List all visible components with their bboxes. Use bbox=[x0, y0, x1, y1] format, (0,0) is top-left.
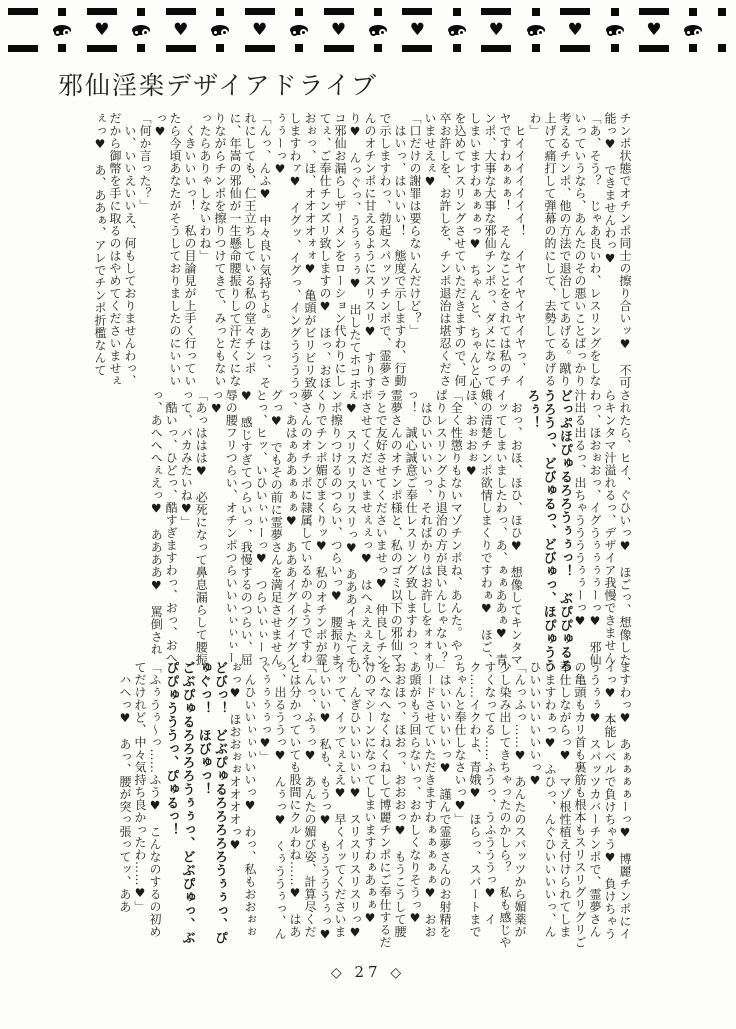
text-paragraph: ハヘっ♥ あっ、腰が突っ張ってッ、ああ bbox=[118, 661, 132, 913]
border-dot bbox=[374, 44, 382, 52]
text-block-top bbox=[90, 112, 632, 396]
border-dot bbox=[58, 44, 66, 52]
border-unit-heart bbox=[481, 8, 511, 52]
border-unit-heart bbox=[245, 8, 275, 52]
border-dot bbox=[453, 44, 461, 52]
border-unit-heart bbox=[324, 8, 354, 52]
border-dot bbox=[611, 44, 619, 52]
border-dot bbox=[611, 8, 619, 16]
yinyang-icon bbox=[684, 25, 702, 35]
text-paragraph: 「口だけの謝罪は要らないんだけど？」 bbox=[408, 112, 422, 337]
page-footer bbox=[0, 963, 736, 981]
border-unit-yinyang bbox=[527, 8, 545, 52]
text-paragraph: 「全く性懲りもないマゾチンポね、あんた。やっぱりレスリングより退治の方が良いんじゃない？」 bbox=[434, 389, 464, 677]
heart-icon: ♥ bbox=[646, 19, 662, 40]
page-number: 27 bbox=[354, 963, 382, 981]
page-title: 邪仙淫楽デザイアドライブ bbox=[58, 71, 379, 100]
border-bar bbox=[481, 45, 511, 52]
border-bar bbox=[245, 8, 275, 15]
yinyang-icon bbox=[527, 25, 545, 35]
right-diamond-ornament: ◇ bbox=[390, 965, 406, 981]
border-bar bbox=[87, 8, 117, 15]
text-paragraph: 「あっははは♥ 必死になって鼻息漏らして腰振って、バカみたいね♥」 bbox=[179, 389, 209, 666]
text-paragraph: くきいいいっ！ 私の目論見が上手く行っていたら今頃あなたがそうしておりましたのにいいいっ♥ bbox=[153, 112, 197, 387]
border-bar bbox=[560, 45, 590, 52]
border-dot bbox=[689, 8, 697, 16]
border-unit-heart bbox=[639, 8, 669, 52]
text-paragraph: 「あ、そう？ じゃあ良いわ、レスリングをしないっていうなら、あんたのその悪いことばっかり考えるチンポ、他の方法で退治してあげる。蹴り上げて痛打して弾幕の的にして、去勢してあげるわ」 bbox=[528, 112, 602, 387]
text-paragraph: チンポ状態でオチンポ同士の擦り合いッ♥ 不可能っ♥ できませんわっ♥ bbox=[603, 112, 632, 389]
border-bar bbox=[324, 45, 354, 52]
heart-icon: ♥ bbox=[252, 19, 268, 40]
border-dot bbox=[295, 8, 303, 16]
text-paragraph: されたら、ヒイ、ぐひいっ♥ ほごっ、想像したらキンタマ汁溢れるっ、デザイア我慢できませんわっ、ほおぉおっ、イグうぅぅぅぅーっ♥ 邪仙汁出る出るっ、出ちゃううううぅぅーっ♥ bbox=[573, 389, 632, 666]
border-unit-yinyang bbox=[53, 8, 71, 52]
decorative-top-border bbox=[8, 8, 726, 54]
border-unit-yinyang bbox=[211, 8, 229, 52]
border-dot bbox=[453, 8, 461, 16]
yinyang-icon bbox=[448, 25, 466, 35]
border-bar bbox=[166, 45, 196, 52]
border-unit-cap-dots bbox=[718, 8, 726, 52]
border-dot bbox=[532, 44, 540, 52]
text-paragraph: はいっ、はいいい！ 態度で示しますわ、行動で示しますわっ、勃起スパッツチンポで、霊夢さんのオチンポに甘えるようにスリスリ♥ すりすり♥ んっぐっ、ううぅぅぅ♥ 出したてホコホコ邪仙お漏らしザーメンをローション代わりにしてぇ、ご奉仕チンズリ致しますの♥ ほっ、おほおぉっ、ほ、オオオオォォ♥ 亀頭がビリビリ致しますわァ♥ イグッ、イグっ、イングううううぅぅーっ♥ bbox=[273, 112, 407, 391]
text-paragraph: んひいいぃぃぃいいっ♥ わっ、私もおおぉぉぉっ♥ ほおおぉぉオオオオっ♥ bbox=[228, 661, 257, 938]
yinyang-icon bbox=[369, 25, 387, 35]
sound-effect-line: どびっ！ どぶぴゅるろろろろろうぅぅっ、ぴゅぐっ！ ほびゅっ！ bbox=[195, 661, 227, 945]
heart-icon: ♥ bbox=[173, 19, 189, 40]
border-unit-heart bbox=[166, 8, 196, 52]
border-unit-yinyang bbox=[606, 8, 624, 52]
border-spacer bbox=[718, 26, 726, 34]
yinyang-icon bbox=[290, 25, 308, 35]
sound-effect-line: ごぶぴゅるろろろろうぅぅっ、どぶぴゅっ、ぶぴぴゅうううっ、ぴゅるっ！ bbox=[163, 661, 195, 945]
border-unit-yinyang bbox=[684, 8, 702, 52]
left-diamond-ornament: ◇ bbox=[330, 965, 346, 981]
text-paragraph: 「んっ、ふぅっ♥ あんたの媚び姿、計算尽くだとは分かっていても股間にクルわね……♥ はあっ、出るううっ♥ んぅっ♥ くぅううぅっ、んぐぅぅぅぅっ♥」 bbox=[258, 661, 317, 940]
text-paragraph: 「ふぅうぅ～っ……ふう♥ こんなのするの初めてだけれど、中々気持ち良かったわ……♥」 bbox=[133, 661, 162, 938]
heart-icon: ♥ bbox=[94, 19, 110, 40]
sound-effect-line: どっぷほぴゅるろろうぅぅっ！ ぶぴぴゅるろうろうっ、どびゅるっ、どびゅっ、ほぴゅううろぅ！ bbox=[524, 389, 572, 673]
heart-icon: ♥ bbox=[488, 19, 504, 40]
text-paragraph: おっ、おほ、ほひ、ほひ♥ 想像してキンタマイッてしまいましたわっ、あ、ぁぁああぁ♥ 青娥の清楚チンポ欲情しまくりですわぁ♥ ほご、ほ、おぉおぉ♥ bbox=[464, 389, 524, 666]
text-block-bottom bbox=[84, 661, 632, 953]
yinyang-icon bbox=[53, 25, 71, 35]
border-bar bbox=[639, 8, 669, 15]
text-paragraph: 酷いっ、ひどっ、酷すぎますわっ、おっ、おへっ、あへへへぇえっ♥ ああああ♥ 罵倒され bbox=[149, 389, 179, 664]
border-dot bbox=[689, 44, 697, 52]
border-dot bbox=[216, 44, 224, 52]
text-paragraph: い、いいえいいえ、何もしておりませんわっ、だから御幣を手に取るのはやめてくださいませぇぇっ♥ あ、ああぁ、アレでチンポ折檻なんて bbox=[93, 112, 137, 387]
text-paragraph: はひいいいいっ、そればかりはお許しをォォォっ！ 誠心誠意ご奉仕レスリング致しますわっ、霊夢さんのオチンポ様と、私のゴミ以下の邪仙マラとで友好させてくださいませっ♥ 仲良しチンポさせてくださいませぇぇっ♥ はへぇえぇええぇ♥ スリスリスリスリっ♥ あああイキたてチンポ擦りつけるのつらい、つらいっ♥ 腰振りまくりでチンポ媚びまくりッ♥ 私のオチンポが霊夢さんのオチンポに隷属しているかのようですわっ、あはぁああぁぁぁ♥ あああイグイグイグイグっ♥ でもその前に霊夢さんを満足させませんとっ、ヒッ、いひいぃぃーっ♥ つらいぃぃーっ♥ 感じすぎてつらいっ、我慢するのつらい、屈辱の腰フリつらい、オチンポつらいいいぃぃぃーっ♥ bbox=[209, 389, 434, 668]
border-bar bbox=[481, 8, 511, 15]
border-dot bbox=[137, 44, 145, 52]
border-unit-yinyang bbox=[132, 8, 150, 52]
border-unit-heart bbox=[87, 8, 117, 52]
border-unit-yinyang bbox=[448, 8, 466, 52]
border-dot bbox=[718, 44, 726, 52]
border-bar bbox=[402, 8, 432, 15]
border-dot bbox=[532, 8, 540, 16]
text-paragraph: ますわっ♥ あぁぁぁぁーっ♥ 博麗チンポにイイっ♥ 本能レベルで負けちゃう♥ 負けちゃうううぅぅ♥ スパッツカバーチンポで、霊夢さんの亀頭もカリ首も裏筋も根本もスリスリグリグリご奉仕しながらっ♥ マゾ根性植え付けられてしまいますわぁっ♥ ふひっ、んぐひいいいいっ、んひいいいいいいいっ♥ bbox=[528, 661, 632, 949]
border-bar bbox=[8, 8, 38, 15]
border-bar bbox=[324, 8, 354, 15]
heart-icon: ♥ bbox=[567, 19, 583, 40]
border-dot bbox=[58, 8, 66, 16]
border-dot bbox=[295, 44, 303, 52]
border-spacer bbox=[19, 26, 27, 34]
yinyang-icon bbox=[132, 25, 150, 35]
text-paragraph: 「んっ、んふ♥ 中々良い気持ちよ。あはっ、それにしても、仁王立ちしている私の堂々チンポに、年嵩の邪仙が一生懸命腰振りして汗だくになりながらチンポを擦りつけてきて、みっともないったらありゃしないわね」 bbox=[198, 112, 272, 389]
border-bar bbox=[560, 8, 590, 15]
border-bar bbox=[8, 45, 38, 52]
yinyang-icon bbox=[606, 25, 624, 35]
text-paragraph: 「んっふっ……♥ あんたのスパッツから媚薬が少し染み出してきちゃったのかしら？ 私も感じやすくなってる……ふうっ、うふうううっ♥ イク……イクわよ、青娥♥ ほらっ、スパートまでちゃんと奉仕しなさいっ♥」 bbox=[453, 661, 527, 949]
border-dot bbox=[718, 8, 726, 16]
text-block-middle bbox=[90, 389, 632, 677]
border-bar bbox=[166, 8, 196, 15]
border-unit-heart bbox=[560, 8, 590, 52]
border-bar bbox=[402, 45, 432, 52]
border-dot bbox=[216, 8, 224, 16]
border-bar bbox=[639, 45, 669, 52]
border-dot bbox=[374, 8, 382, 16]
heart-icon: ♥ bbox=[330, 19, 347, 40]
border-unit-cap-bars bbox=[8, 8, 38, 52]
text-paragraph: ヒイイイイイイイ！ イヤイヤイヤイヤっ、イヤですわぁぁぁ！ そんなことをされては私のチンポ、大事な大事な邪仙チンポっ、ダメになってしまいますわぁぁぁっ♥ ちゃんと、ちゃんと心を込めてレスリングさせていただきますので、何卒お許しを、お許しを、チンポ退治は堪忍くださいませえぇ♥ bbox=[423, 112, 527, 389]
border-unit-yinyang bbox=[369, 8, 387, 52]
text-paragraph: 「何か言った？」 bbox=[138, 112, 152, 212]
border-bar bbox=[245, 45, 275, 52]
border-bar bbox=[87, 45, 117, 52]
heart-icon: ♥ bbox=[409, 19, 425, 40]
text-paragraph: はいいいいいっ♥ 謹んで霊夢さんのお射精をリードさせていただきますわぁぁぁぁぁ♥ おおあ頭がもう回らないっ、おかしくなりそうっ♥ おおほっ、ほおっ、おおおっ♥ もうこうして腰をへなへなくねくねして博麗チンポにご奉仕するだけのマシーンになってしまいますわぁあぁぁ♥ ひ、んぎひいいいいい♥ スリスリスリスリっ♥ イッて、イッてぇええ♥ 早くイッてくださいましいいい♥ 私も、もうっ♥ もううううぅっ♥ bbox=[318, 661, 452, 953]
border-unit-yinyang bbox=[290, 8, 308, 52]
yinyang-icon bbox=[211, 25, 229, 35]
border-unit-heart bbox=[402, 8, 432, 52]
border-dot bbox=[137, 8, 145, 16]
